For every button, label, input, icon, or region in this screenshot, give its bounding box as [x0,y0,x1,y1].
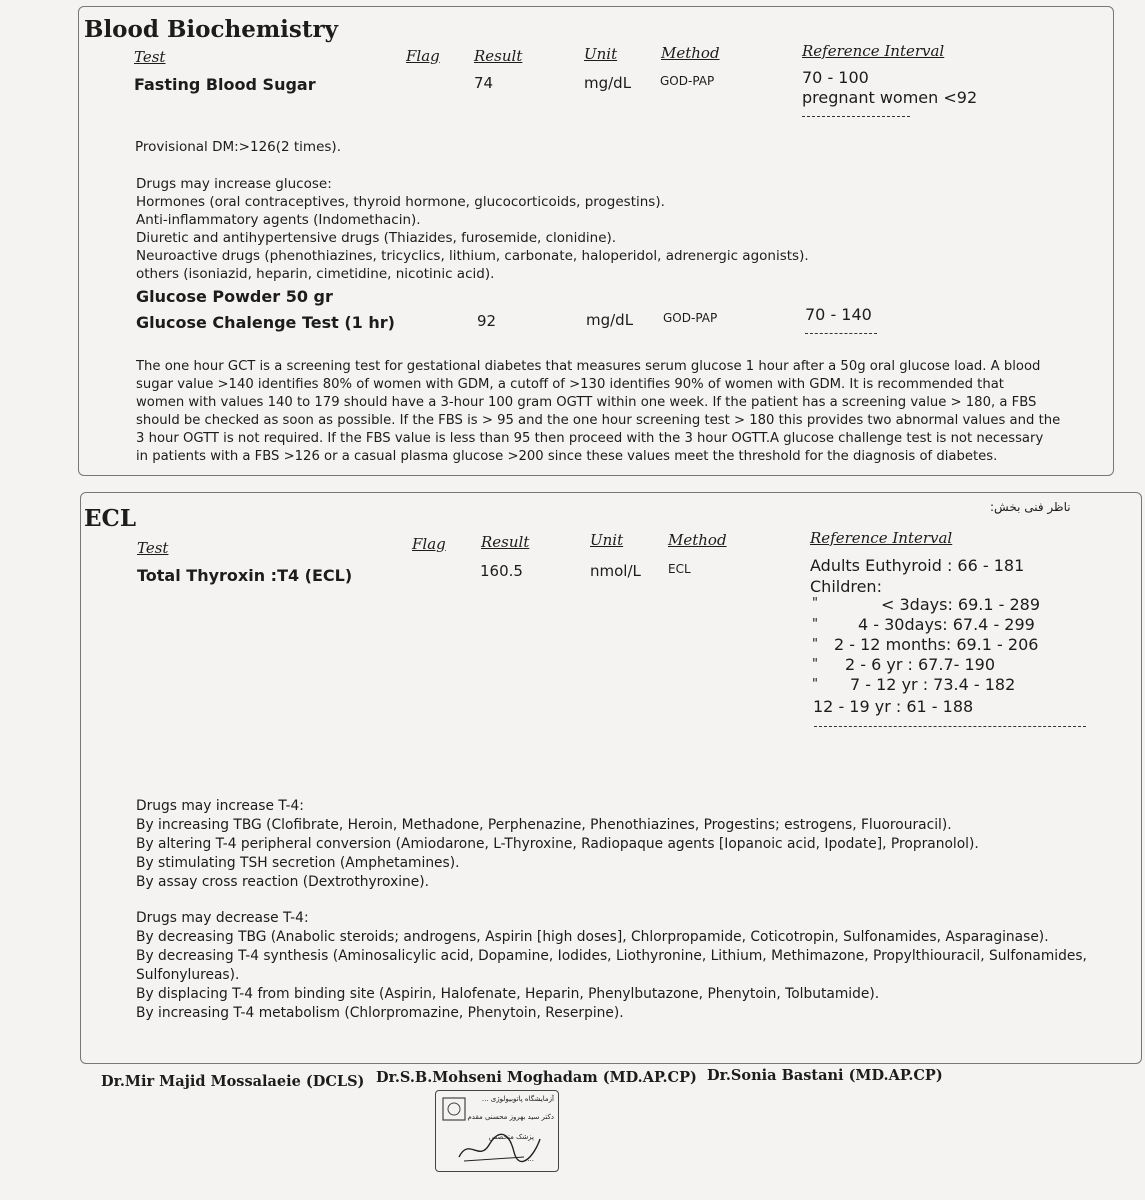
t4-decrease-line: By displacing T-4 from binding site (Aspirin, Halofenate, Heparin, Phenylbutazone, Phenytoin, Tolbutamide). [136,986,880,1002]
glucose-drugs-line: Hormones (oral contraceptives, thyroid hormone, glucocorticoids, progestins). [136,194,665,210]
gct-result: 92 [477,312,497,330]
t4-decrease-note [136,909,1087,1023]
ref-ditto-mark: " [812,617,818,632]
technical-supervisor-label: ناظر فنی بخش: [990,500,1071,514]
provisional-dm: Provisional DM:>126(2 times). [135,139,341,155]
gct-explanation [136,358,1060,466]
t4-decrease-line: By increasing T-4 metabolism (Chlorpromazine, Phenytoin, Reserpine). [136,1005,624,1021]
t4-ref-adults: Adults Euthyroid : 66 - 181 [810,556,1025,575]
t4-ref-children: Children: [810,577,882,596]
fbs-result: 74 [474,74,494,92]
t4-increase-line: By assay cross reaction (Dextrothyroxine). [136,874,430,890]
header-unit: Unit [584,45,618,63]
t4-ref-row: < 3days: 69.1 - 289 [881,595,1041,614]
t4-ref-divider [814,726,1086,727]
signature-pathologist-2: Dr.Sonia Bastani (MD.AP.CP) [707,1067,943,1084]
ecl-header-unit: Unit [590,531,624,549]
glucose-powder: Glucose Powder 50 gr [136,287,333,306]
t4-increase-line: Drugs may increase T-4: [136,798,304,814]
t4-decrease-line: By decreasing TBG (Anabolic steroids; androgens, Aspirin [high doses], Chlorpropamide, Coticotropin, Sulfonamides, Asparaginase). [136,929,1049,945]
t4-decrease-line: Drugs may decrease T-4: [136,910,309,926]
t4-ref-row: 12 - 19 yr : 61 - 188 [813,697,974,716]
header-method: Method [661,44,720,62]
header-flag: Flag [406,47,440,65]
fbs-unit: mg/dL [584,74,632,92]
fbs-method: GOD-PAP [660,74,715,88]
t4-ref-row: 2 - 6 yr : 67.7- 190 [845,655,996,674]
header-test: Test [134,48,166,66]
ecl-title: ECL [84,505,137,532]
gct-method: GOD-PAP [663,311,718,325]
stamp-line: ... [527,1155,534,1163]
gct-unit: mg/dL [586,311,634,329]
gct-explanation-line: 3 hour OGTT is not required. If the FBS value is less than 95 then proceed with the 3 hour OGTT.A glucose challenge test is not necessary [136,431,1044,446]
ref-ditto-mark: " [812,677,818,692]
stamp-line: دکتر سید بهروز محسنی مقدم [467,1113,554,1121]
ecl-header-reference: Reference Interval [810,529,953,547]
stamp-line: پزشک متخصص [488,1133,534,1141]
stamp-line: آزمایشگاه پاتوبیولوژی ... [481,1095,554,1103]
gct-ref-range: 70 - 140 [805,305,872,324]
t4-unit: nmol/L [590,562,641,580]
ref-ditto-mark: " [812,657,818,672]
header-reference: Reference Interval [802,42,945,60]
glucose-drugs-line: Drugs may increase glucose: [136,176,332,192]
t4-increase-line: By stimulating TSH secretion (Amphetamines). [136,855,460,871]
t4-increase-line: By increasing TBG (Clofibrate, Heroin, Methadone, Perphenazine, Phenothiazines, Progestins; estrogens, Fluorouracil). [136,817,952,833]
blood-biochemistry-title: Blood Biochemistry [84,16,338,43]
gct-explanation-line: The one hour GCT is a screening test for gestational diabetes that measures serum glucose 1 hour after a 50g oral glucose load. A blood [136,359,1041,374]
glucose-drugs-line: Diuretic and antihypertensive drugs (Thiazides, furosemide, clonidine). [136,230,617,246]
signature-pathologist-1: Dr.S.B.Mohseni Moghadam (MD.AP.CP) [376,1069,697,1086]
gct-explanation-line: women with values 140 to 179 should have a 3-hour 100 gram OGTT within one week. If the patient has a screening value > 180, a FBS [136,395,1037,410]
ecl-header-method: Method [668,531,727,549]
header-result: Result [474,47,523,65]
glucose-drugs-line: Anti-inflammatory agents (Indomethacin). [136,212,421,228]
t4-ref-row: 7 - 12 yr : 73.4 - 182 [850,675,1016,694]
t4-method: ECL [668,562,691,576]
ecl-header-test: Test [137,539,169,557]
t4-result: 160.5 [480,562,523,580]
fbs-ref-range: 70 - 100 [802,68,869,87]
t4-ref-row: 4 - 30days: 67.4 - 299 [858,615,1035,634]
t4-ref-row: 2 - 12 months: 69.1 - 206 [834,635,1039,654]
t4-increase-note [136,797,979,892]
ecl-header-flag: Flag [412,535,446,553]
doctor-stamp [435,1090,559,1172]
gct-ref-divider [805,333,877,334]
fbs-test-name: Fasting Blood Sugar [134,75,316,94]
stamp-emblem-icon [442,1097,466,1121]
handwritten-signature [454,1127,544,1167]
t4-decrease-line: By decreasing T-4 synthesis (Aminosalicylic acid, Dopamine, Iodides, Liothyronine, Lithium, Methimazone, Propylthiouracil, Sulfonamides, [136,948,1087,964]
fbs-ref-pregnant: pregnant women <92 [802,88,978,107]
t4-decrease-line: Sulfonylureas). [136,967,240,983]
gct-test-name: Glucose Chalenge Test (1 hr) [136,313,395,332]
glucose-drugs-line: Neuroactive drugs (phenothiazines, tricyclics, lithium, carbonate, haloperidol, adrenergic agonists). [136,248,809,264]
fbs-ref-divider [802,116,910,117]
gct-explanation-line: should be checked as soon as possible. If the FBS is > 95 and the one hour screening test > 180 this provides two abnormal values and the [136,413,1061,428]
ecl-header-result: Result [481,533,530,551]
glucose-drugs-note [136,175,809,283]
gct-explanation-line: in patients with a FBS >126 or a casual plasma glucose >200 since these values meet the threshold for the diagnosis of diabetes. [136,449,998,464]
ref-ditto-mark: " [812,637,818,652]
glucose-drugs-line: others (isoniazid, heparin, cimetidine, nicotinic acid). [136,266,495,282]
ref-ditto-mark: " [812,596,818,611]
gct-explanation-line: sugar value >140 identifies 80% of women with GDM, a cutoff of >130 identifies 90% of women with GDM. It is recommended that [136,377,1004,392]
t4-increase-line: By altering T-4 peripheral conversion (Amiodarone, L-Thyroxine, Radiopaque agents [Iopanoic acid, Ipodate], Propranolol). [136,836,979,852]
t4-test-name: Total Thyroxin :T4 (ECL) [137,566,353,585]
signature-director: Dr.Mir Majid Mossalaeie (DCLS) [101,1073,365,1090]
